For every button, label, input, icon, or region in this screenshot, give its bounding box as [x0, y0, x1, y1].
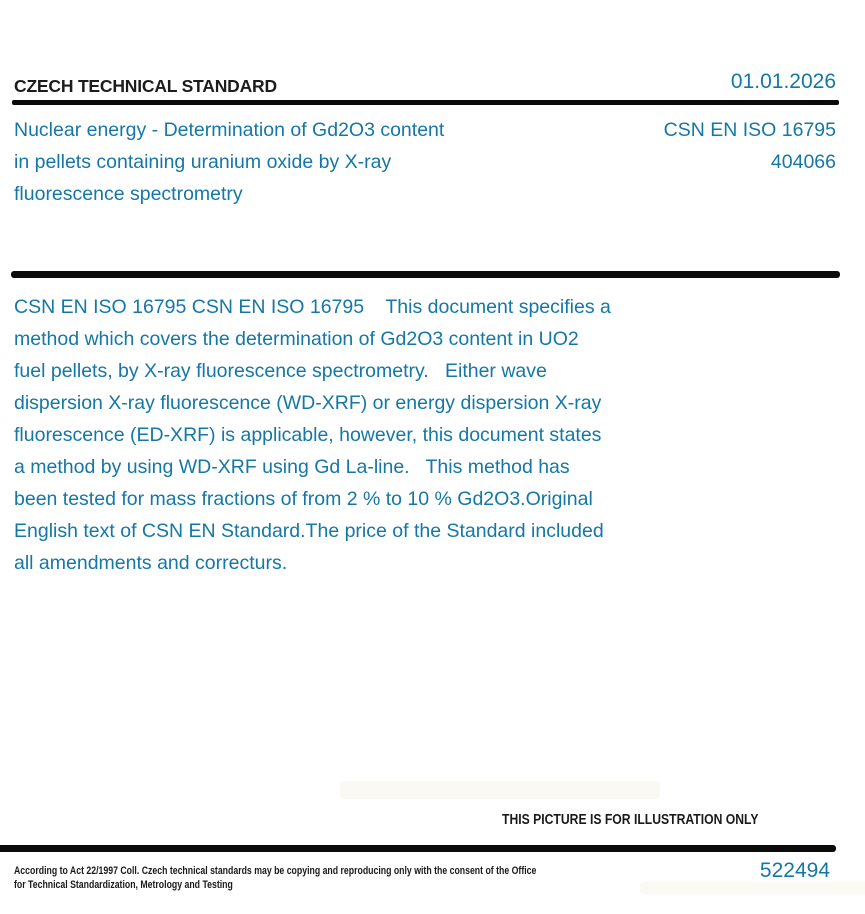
middle-divider: [11, 271, 840, 278]
order-number: 522494: [759, 859, 830, 882]
abstract-line: English text of CSN EN Standard.The price of the Standard included: [14, 520, 604, 542]
standard-title-line: Nuclear energy - Determination of Gd2O3 content: [14, 119, 445, 141]
standard-code: CSN EN ISO 16795: [663, 119, 836, 141]
standard-title: [14, 114, 554, 210]
copyright-notice: [14, 864, 536, 892]
standard-abstract: [14, 291, 714, 579]
header-divider: [12, 100, 839, 105]
abstract-line: a method by using WD-XRF using Gd La-line. This method has: [14, 456, 570, 478]
footer-divider: [0, 845, 836, 852]
abstract-line: CSN EN ISO 16795 CSN EN ISO 16795 This document specifies a: [14, 296, 611, 318]
standard-title-line: fluorescence spectrometry: [14, 183, 243, 205]
abstract-line: dispersion X-ray fluorescence (WD-XRF) or energy dispersion X-ray: [14, 392, 602, 414]
illustration-only-note: THIS PICTURE IS FOR ILLUSTRATION ONLY: [502, 812, 759, 828]
validity-date: 01.01.2026: [730, 70, 836, 93]
standard-title-line: in pellets containing uranium oxide by X-ray: [14, 151, 392, 173]
standard-class-number: 404066: [770, 151, 836, 173]
copyright-notice-line: According to Act 22/1997 Coll. Czech technical standards may be copying and reproducing only with the consent of the Office: [14, 865, 537, 877]
faint-watermark: [640, 882, 865, 894]
copyright-notice-line: for Technical Standardization, Metrology and Testing: [14, 879, 233, 891]
abstract-line: been tested for mass fractions of from 2 % to 10 % Gd2O3.Original: [14, 488, 593, 510]
abstract-line: all amendments and correcturs.: [14, 552, 288, 574]
page-title: CZECH TECHNICAL STANDARD: [14, 76, 277, 96]
abstract-line: fluorescence (ED-XRF) is applicable, however, this document states: [14, 424, 602, 446]
standard-identifiers: [664, 114, 836, 178]
abstract-line: fuel pellets, by X-ray fluorescence spectrometry. Either wave: [14, 360, 547, 382]
faint-watermark: [340, 781, 660, 799]
abstract-line: method which covers the determination of Gd2O3 content in UO2: [14, 328, 579, 350]
